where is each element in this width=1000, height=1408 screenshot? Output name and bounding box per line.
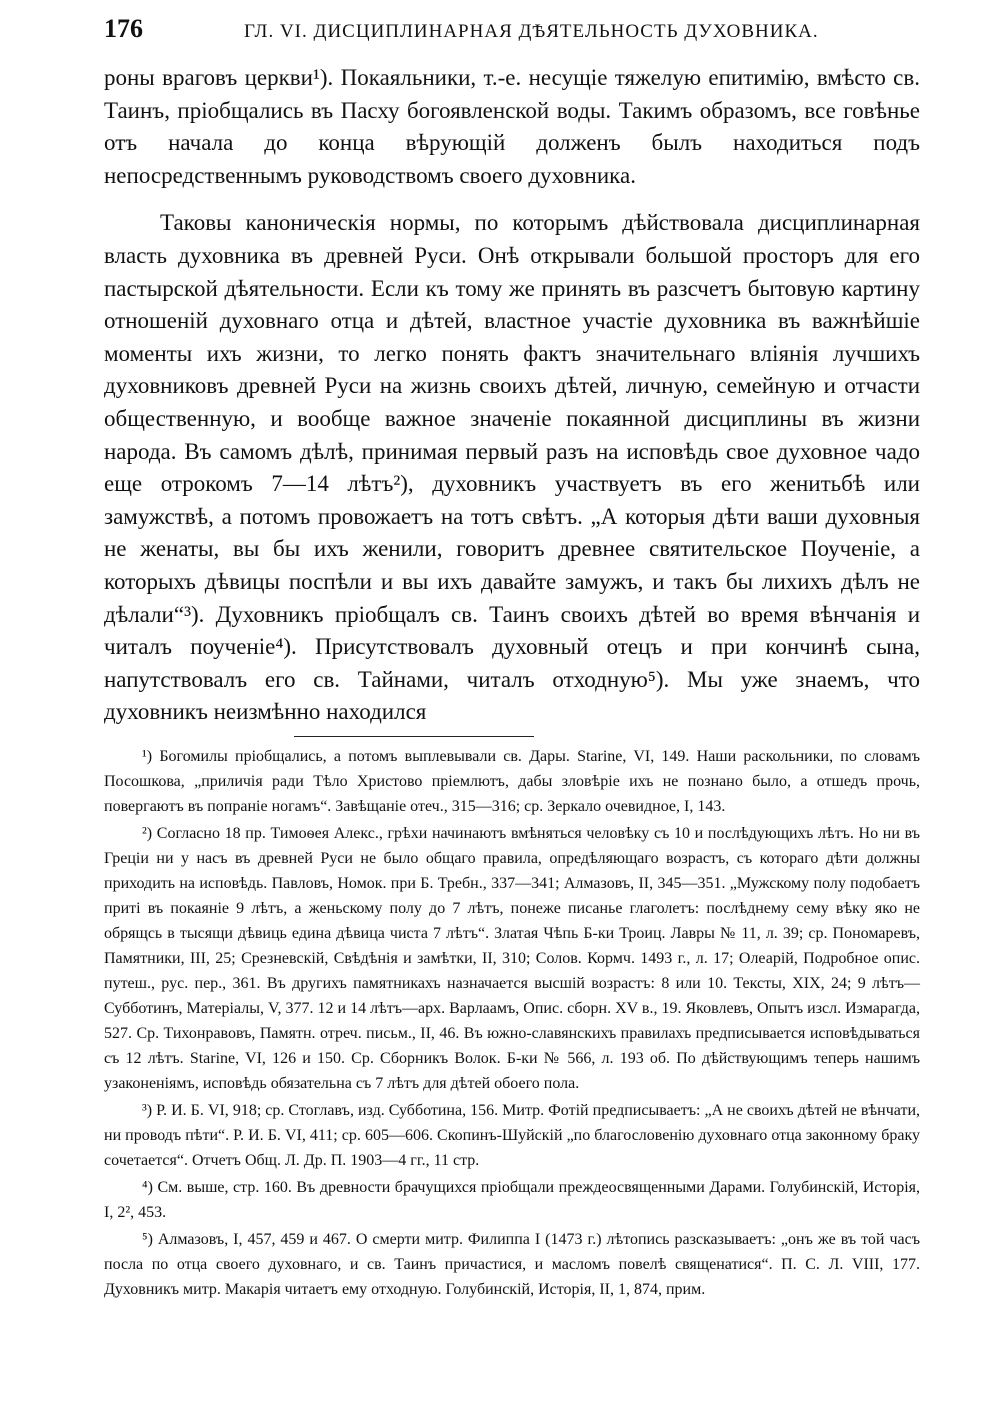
footnote-separator xyxy=(294,736,534,737)
running-head: ГЛ. VI. ДИСЦИПЛИНАРНАЯ ДѢЯТЕЛЬНОСТЬ ДУХОВНИКА. xyxy=(244,21,819,42)
paragraph-continued: роны враговъ церкви¹). Покаяльники, т.-е. несущіе тяжелую епитимію, вмѣсто св. Таинъ, пріобщались въ Пасху богоявленской воды. Такимъ образомъ, все говѣнье отъ начала до конца вѣрующій долженъ былъ находиться подъ непосредственнымъ руководствомъ своего духовника. xyxy=(104,65,920,188)
footnote-4: ⁴) См. выше, стр. 160. Въ древности брачущихся пріобщали преждеосвященными Дарами. Голубинскій, Исторія, I, 2², 453. xyxy=(104,1178,920,1221)
footnote-5: ⁵) Алмазовъ, I, 457, 459 и 467. О смерти митр. Филиппа I (1473 г.) лѣтопись разсказываетъ: „онъ же въ той часъ посла по отца своего духовнаго, и св. Таинъ причастися, и масломъ повелѣ священатися“. П. С. Л. VIII, 177. Духовникъ митр. Макарія читаетъ ему отходную. Голубинскій, Исторія, II, 1, 874, прим. xyxy=(104,1230,920,1298)
footnote-3: ³) Р. И. Б. VI, 918; ср. Стоглавъ, изд. Субботина, 156. Митр. Фотій предписываетъ: „А не своихъ дѣтей не вѣнчати, ни проводъ пѣти“. Р. И. Б. VI, 411; ср. 605—606. Скопинъ-Шуйскій „по благословенію духовнаго отца законному браку сочетается“. Отчетъ Общ. Л. Др. П. 1903—4 гг., 11 стр. xyxy=(104,1101,920,1169)
footnote-2: ²) Согласно 18 пр. Тимоѳея Алекс., грѣхи начинаютъ вмѣняться человѣку съ 10 и послѣдующихъ лѣтъ. Но ни въ Греціи ни у насъ въ древней Руси не было общаго правила, опредѣляющаго возрастъ, съ котораго дѣти должны приходить на исповѣдь. Павловъ, Номок. при Б. Требн., 337—341; Алмазовъ, II, 345—351. „Мужскому полу подобаетъ приті въ покаяніе 9 лѣтъ, а женьскому полу до 7 лѣтъ, понеже писанье глаголетъ: послѣднему сему вѣку яко не обрящсь в тысящи дѣвиць едина дѣвица чиста 7 лѣтъ“. Златая Чѣпь Б-ки Троиц. Лавры № 11, л. 39; ср. Пономаревъ, Памятники, III, 25; Срезневскій, Свѣдѣнія и замѣтки, II, 310; Солов. Кормч. 1493 г., л. 17; Олеарій, Подробное опис. путеш., рус. пер., 361. Въ другихъ памятникахъ назначается высшій возрастъ: 8 или 10. Тексты, XIX, 24; 9 лѣтъ—Субботинъ, Матеріалы, V, 377. 12 и 14 лѣтъ—арх. Варлаамъ, Опис. сборн. XV в., 19. Яковлевъ, Опытъ изсл. Измарагда, 527. Ср. Тихонравовъ, Памятн. отреч. письм., II, 46. Въ южно-славянскихъ правилахъ предписывается исповѣдываться съ 12 лѣтъ. Starine, VI, 126 и 150. Ср. Сборникъ Волок. Б-ки № 566, л. 193 об. По дѣйствующимъ теперь нашимъ узаконеніямъ, исповѣдь обязательна съ 7 лѣтъ для дѣтей обоего пола. xyxy=(104,824,920,1092)
footnote-1: ¹) Богомилы пріобщались, а потомъ выплевывали св. Дары. Starine, VI, 149. Наши раскольники, по словамъ Посошкова, „приличія ради Тѣло Христово пріемлютъ, дабы зловѣріе ихъ не познано было, а отшедъ прочь, повергаютъ въ попраніе ногамъ“. Завѣщаніе отеч., 315—316; ср. Зеркало очевидное, I, 143. xyxy=(104,747,920,815)
page-header xyxy=(104,14,920,62)
main-text xyxy=(104,62,920,729)
footnotes xyxy=(104,744,920,1302)
page-number: 176 xyxy=(104,14,143,43)
paragraph: Таковы каноническія нормы, по которымъ дѣйствовала дисциплинарная власть духовника въ древней Руси. Онѣ открывали большой просторъ для его пастырской дѣятельности. Если къ тому же принять въ разсчетъ бытовую картину отношеній духовнаго отца и дѣтей, властное участіе духовника въ важнѣйшіе моменты ихъ жизни, то легко понять фактъ значительнаго вліянія лучшихъ духовниковъ древней Руси на жизнь своихъ дѣтей, личную, семейную и отчасти общественную, и вообще важное значеніе покаянной дисциплины въ жизни народа. Въ самомъ дѣлѣ, принимая первый разъ на исповѣдь свое духовное чадо еще отрокомъ 7—14 лѣтъ²), духовникъ участвуетъ въ его женитьбѣ или замужствѣ, а потомъ провожаетъ на тотъ свѣтъ. „А которыя дѣти ваши духовныя не женаты, вы бы ихъ женили, говоритъ древнее святительское Поученіе, а которыхъ дѣвицы поспѣли и вы ихъ давайте замужъ, и такъ бы лихихъ дѣлъ не дѣлали“³). Духовникъ пріобщалъ св. Таинъ своихъ дѣтей во время вѣнчанія и читалъ поученіе⁴). Присутствовалъ духовный отецъ и при кончинѣ сына, напутствовалъ его св. Тайнами, читалъ отходную⁵). Мы уже знаемъ, что духовникъ неизмѣнно находился xyxy=(104,210,920,725)
